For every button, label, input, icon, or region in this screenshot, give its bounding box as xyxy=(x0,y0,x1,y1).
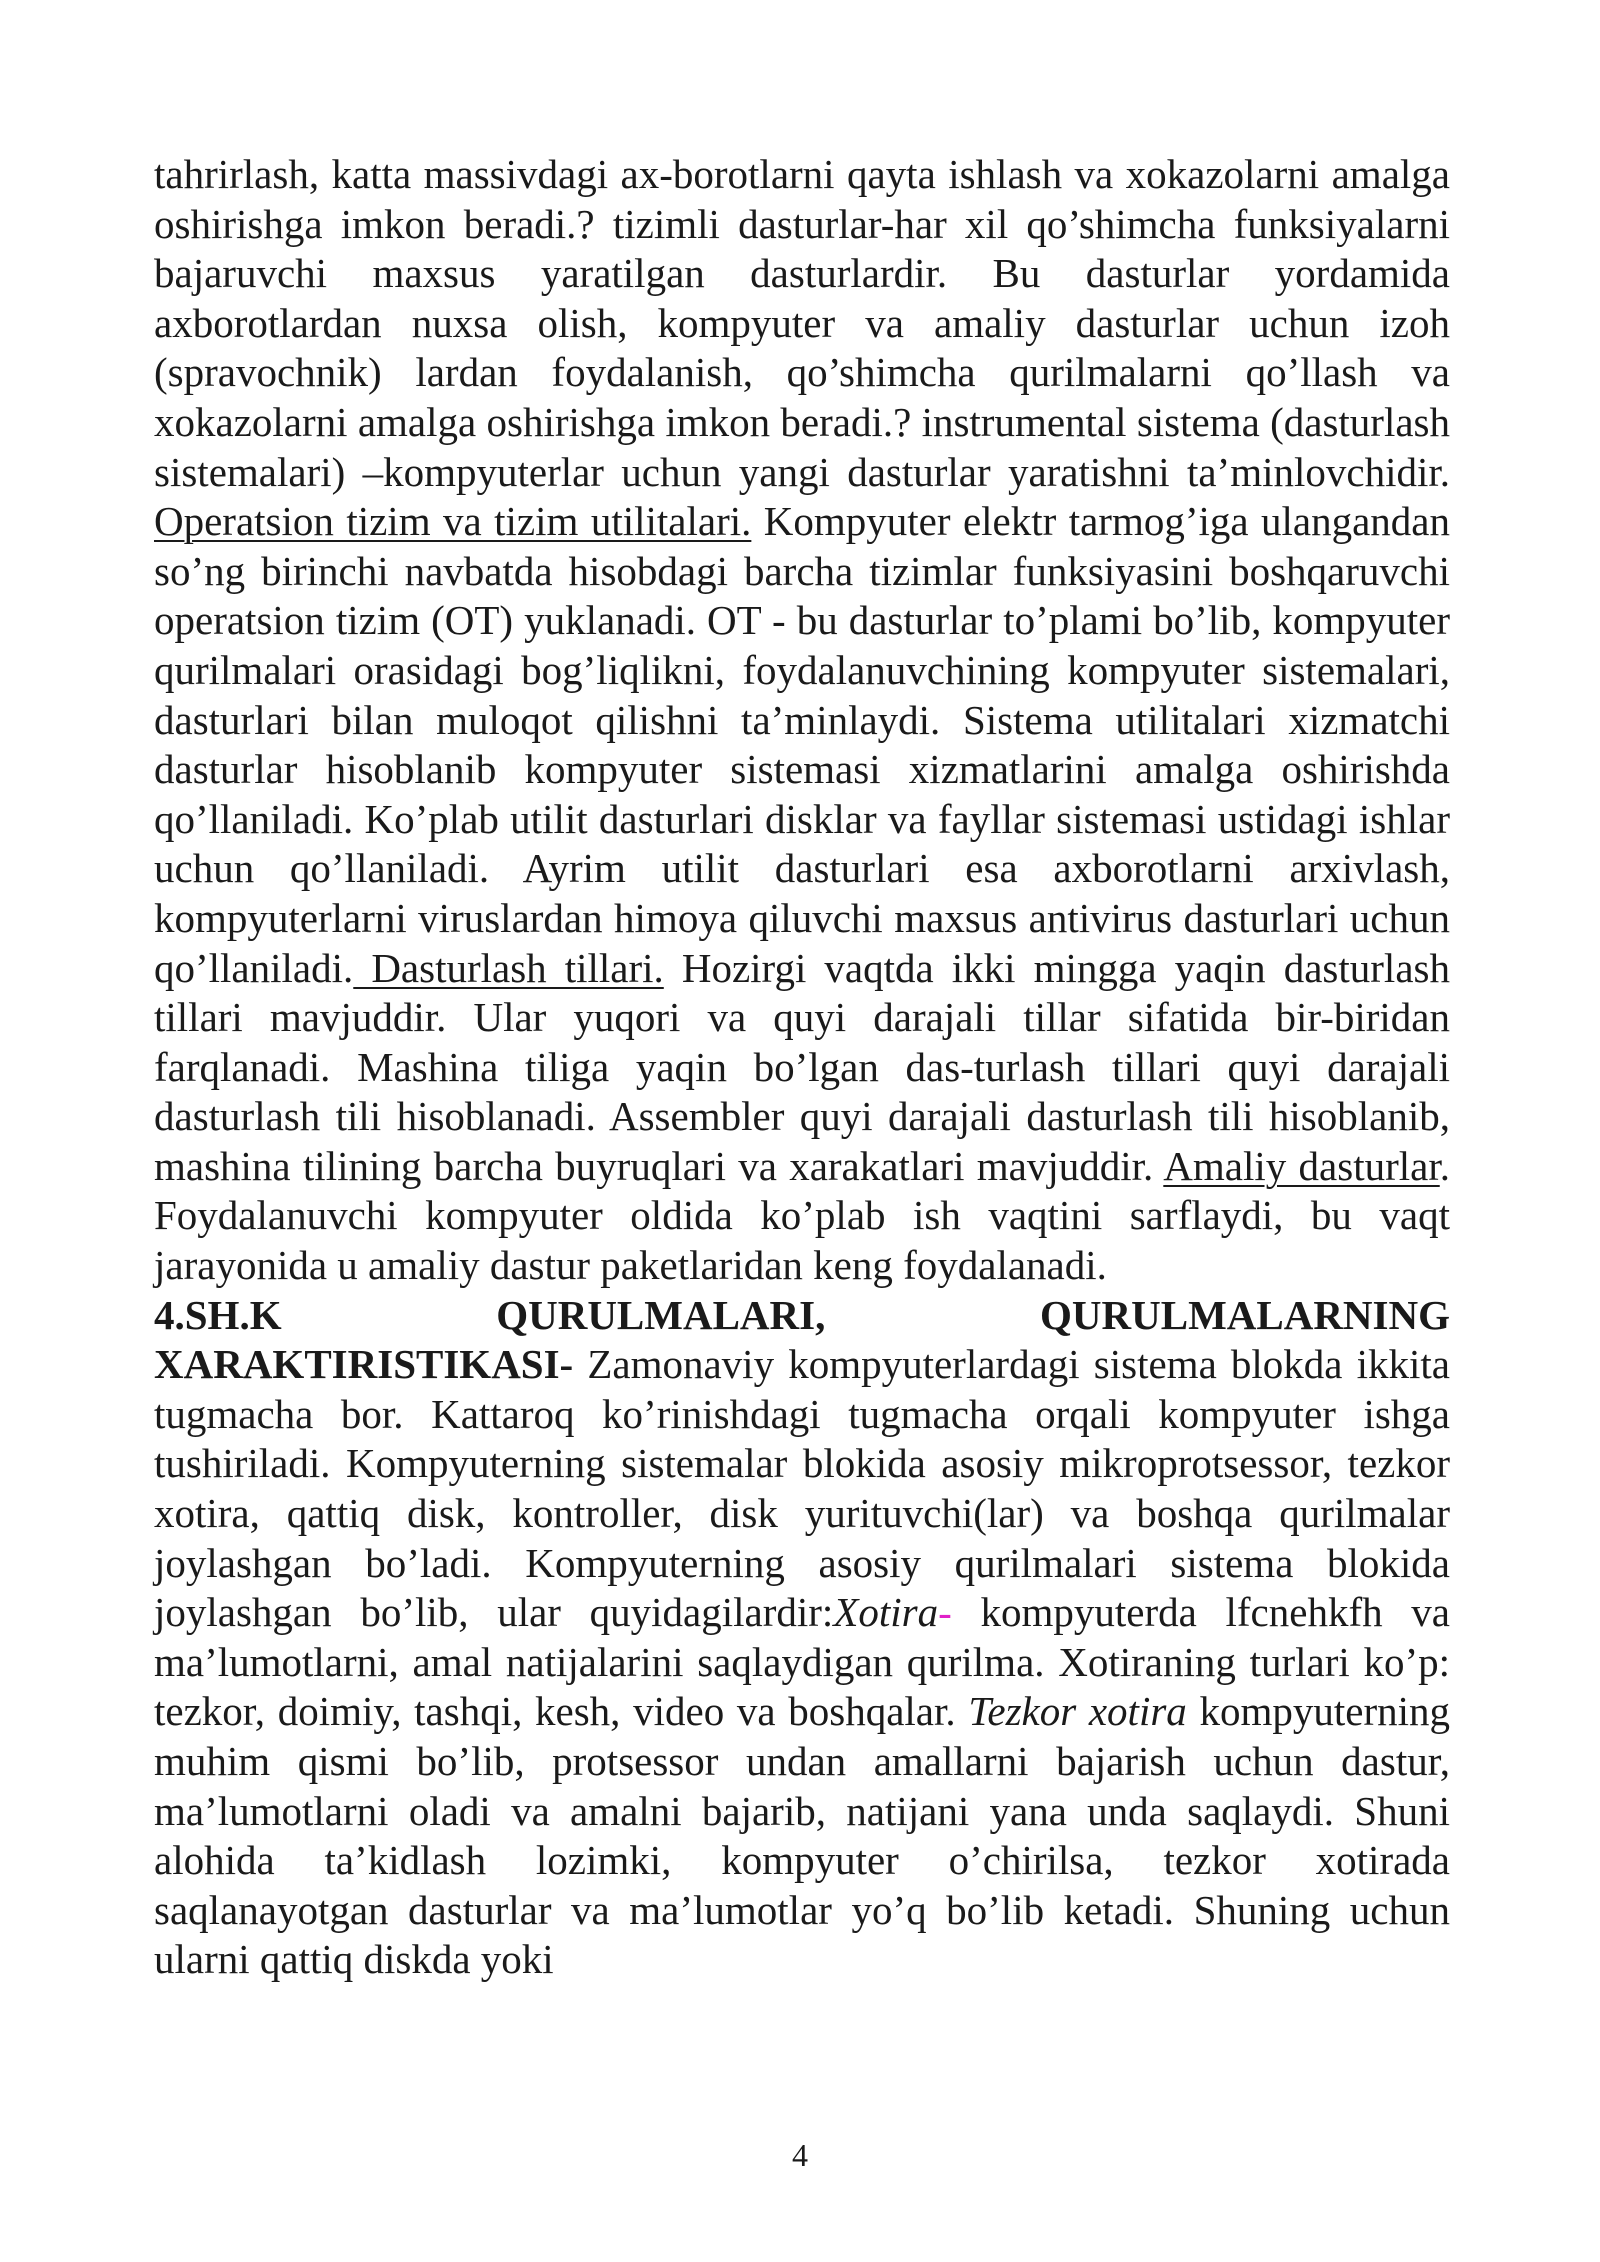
heading-word: QURULMALARNING xyxy=(1040,1291,1450,1338)
section-title-dasturlash-tillari: Dasturlash tillari. xyxy=(353,944,664,991)
section-heading-continuation: XARAKTIRISTIKASI- xyxy=(154,1341,574,1388)
paragraph-text: Zamonaviy kompyuterlardagi sistema blokda ikkita tugmacha bor. Kattaroq ko’rinishdagi tugmacha orqali kompyuter ishga tushiriladi. Kompyuterning sistemalar blokida asosiy mikroprotsessor, tezkor xotira, qattiq disk, kontroller, disk yurituvchi(lar) va boshqa qurilmalar joylashgan bo’ladi. Kompyuterning asosiy qurilmalari sistema blokida joylashgan bo’lib, ular quyidagilardir: xyxy=(154,1341,1450,1636)
body-paragraph-2 xyxy=(154,1340,1450,1985)
accent-dash: - xyxy=(938,1589,952,1636)
section-title-amaliy-dasturlar: Amaliy dasturlar xyxy=(1163,1142,1440,1189)
page-number: 4 xyxy=(792,2137,808,2173)
section-heading-line xyxy=(154,1291,1450,1341)
body-paragraph-1 xyxy=(154,150,1450,1291)
heading-word: QURULMALARI, xyxy=(496,1291,826,1338)
heading-word: 4.SH.K xyxy=(154,1291,282,1338)
paragraph-text: kompyuterning muhim qismi bo’lib, protsessor undan amallarni bajarish uchun dastur, ma’lumotlarni oladi va amalni bajarib, natijani yana unda saqlaydi. Shuni alohida ta’kidlash lozimki, kompyuter o’chirilsa, tezkor xotirada saqlanayotgan dasturlar va ma’lumotlar yo’q bo’lib ketadi. Shuning uchun ularni qattiq diskda yoki xyxy=(154,1688,1451,1983)
paragraph-text: tahrirlash, katta massivdagi ax-borotlarni qayta ishlash va xokazolarni amalga oshirishga imkon beradi.? tizimli dasturlar-har xil qo’shimcha funksiyalarni bajaruvchi maxsus yaratilgan dasturlardir. Bu dasturlar yordamida axborotlardan nuxsa olish, kompyuter va amaliy dasturlar uchun izoh (spravochnik) lardan foydalanish, qo’shimcha qurilmalarni qo’llash va xokazolarni amalga oshirishga imkon beradi.? instrumental sistema (dasturlash sistemalari) –kompyuterlar uchun yangi dasturlar yaratishni ta’minlovchidir. xyxy=(154,151,1450,495)
term-tezkor-xotira: Tezkor xotira xyxy=(968,1688,1187,1735)
paragraph-text: kompyuterda lfcnehkfh va ma’lumotlarni, amal natijalarini saqlaydigan qurilma. Xotiraning turlari ko’p: tezkor, doimiy, tashqi, kesh, video va boshqalar. xyxy=(154,1589,1451,1735)
paragraph-text xyxy=(1153,1143,1163,1189)
paragraph-text: Kompyuter elektr tarmog’iga ulangandan so’ng birinchi navbatda hisobdagi barcha tizimlar funksiyasini boshqaruvchi operatsion tizim (OT) yuklanadi. OT - bu dasturlar to’plami bo’lib, kompyuter qurilmalari orasidagi bog’liqlikni, foydalanuvchining kompyuter sistemalari, dasturlari bilan muloqot qilishni ta’minlaydi. Sistema utilitalari xizmatchi dasturlar hisoblanib kompyuter sistemasi xizmatlarini amalga oshirishda qo’llaniladi. Ko’plab utilit dasturlari disklar va fayllar sistemasi ustidagi ishlar uchun qo’llaniladi. Ayrim utilit dasturlari esa axborotlarni arxivlash, kompyuterlarni viruslardan himoya qiluvchi maxsus antivirus dasturlari uchun qo’llaniladi. xyxy=(154,498,1450,991)
paragraph-text: . Foydalanuvchi kompyuter oldida ko’plab ish vaqtini sarflaydi, bu vaqt jarayonida u amaliy dastur paketlaridan keng foydalanadi. xyxy=(154,1142,1450,1289)
document-page xyxy=(154,150,1450,1985)
paragraph-text: Hozirgi vaqtda ikki mingga yaqin dasturlash tillari mavjuddir. Ular yuqori va quyi darajali tillar sifatida bir-biridan farqlanadi. Mashina tiliga yaqin bo’lgan das-turlash tillari quyi darajali dasturlash tili hisoblanadi. Assembler quyi darajali dasturlash tili hisoblanib, mashina tilining barcha buyruqlari va xarakatlari mavjuddir. xyxy=(154,944,1450,1189)
term-xotira: Xotira xyxy=(833,1589,939,1636)
section-title-operatsion-tizim: Operatsion tizim va tizim utilitalari. xyxy=(154,498,752,545)
